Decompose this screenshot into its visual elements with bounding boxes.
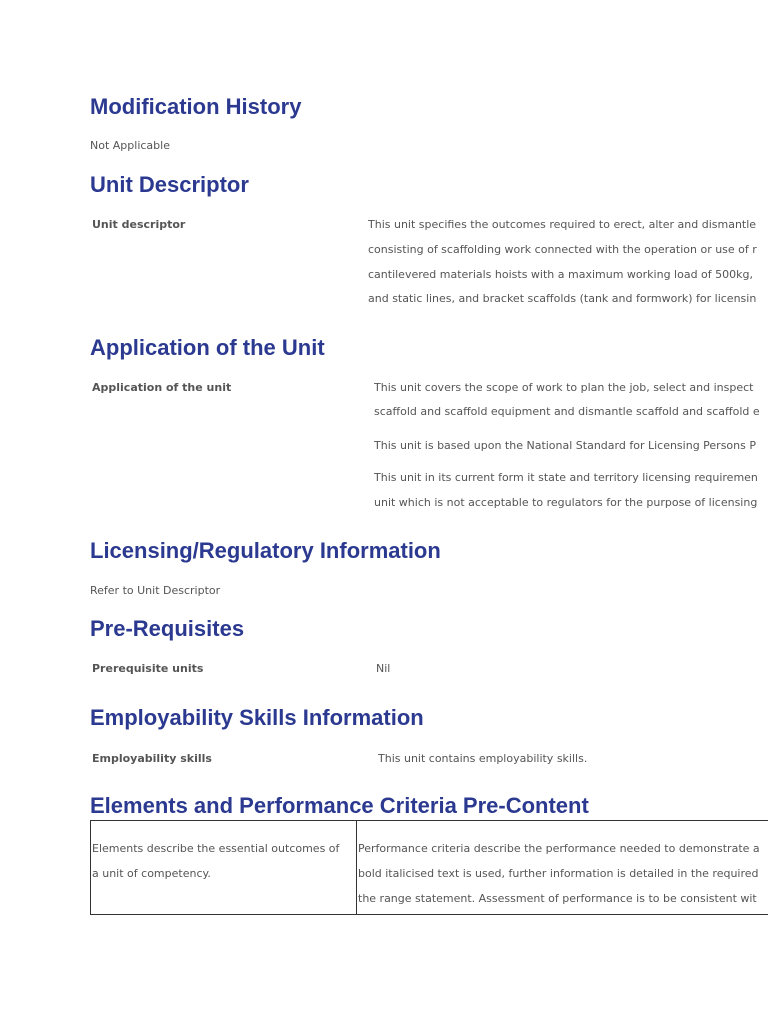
employability-value: This unit contains employability skills. bbox=[378, 752, 588, 765]
unit-descriptor-heading: Unit Descriptor bbox=[90, 172, 249, 197]
modification-history-heading: Modification History bbox=[90, 94, 302, 119]
performance-criteria-cell-line: bold italicised text is used, further information is detailed in the required bbox=[358, 867, 759, 880]
unit-descriptor-line: This unit specifies the outcomes required to erect, alter and dismantle bbox=[368, 218, 757, 231]
elements-cell-line: Elements describe the essential outcomes of bbox=[92, 842, 340, 855]
licensing-heading: Licensing/Regulatory Information bbox=[90, 538, 441, 563]
application-line: scaffold and scaffold equipment and dismantle scaffold and scaffold e bbox=[374, 405, 760, 418]
unit-descriptor-line: consisting of scaffolding work connected with the operation or use of r bbox=[368, 243, 757, 256]
employability-label: Employability skills bbox=[92, 752, 212, 765]
performance-criteria-cell-line: the range statement. Assessment of performance is to be consistent wit bbox=[358, 892, 757, 905]
unit-descriptor-label: Unit descriptor bbox=[92, 218, 186, 231]
elements-cell-line: a unit of competency. bbox=[92, 867, 211, 880]
application-line: unit which is not acceptable to regulators for the purpose of licensing bbox=[374, 496, 758, 509]
performance-criteria-cell-line: Performance criteria describe the performance needed to demonstrate a bbox=[358, 842, 760, 855]
unit-descriptor-line: cantilevered materials hoists with a maximum working load of 500kg, bbox=[368, 268, 753, 281]
modification-history-text: Not Applicable bbox=[90, 139, 170, 152]
employability-heading: Employability Skills Information bbox=[90, 705, 424, 730]
application-heading: Application of the Unit bbox=[90, 335, 325, 360]
elements-heading: Elements and Performance Criteria Pre-Content bbox=[90, 793, 589, 818]
licensing-text: Refer to Unit Descriptor bbox=[90, 584, 221, 597]
prerequisites-heading: Pre-Requisites bbox=[90, 616, 245, 641]
table-column-divider bbox=[356, 820, 357, 915]
application-line: This unit in its current form it state and territory licensing requiremen bbox=[374, 471, 758, 484]
prerequisites-value: Nil bbox=[376, 662, 391, 675]
application-line: This unit covers the scope of work to plan the job, select and inspect bbox=[374, 381, 754, 394]
application-line: This unit is based upon the National Standard for Licensing Persons P bbox=[374, 439, 756, 452]
application-label: Application of the unit bbox=[92, 381, 232, 394]
prerequisites-label: Prerequisite units bbox=[92, 662, 204, 675]
unit-descriptor-line: and static lines, and bracket scaffolds (tank and formwork) for licensin bbox=[368, 292, 757, 305]
